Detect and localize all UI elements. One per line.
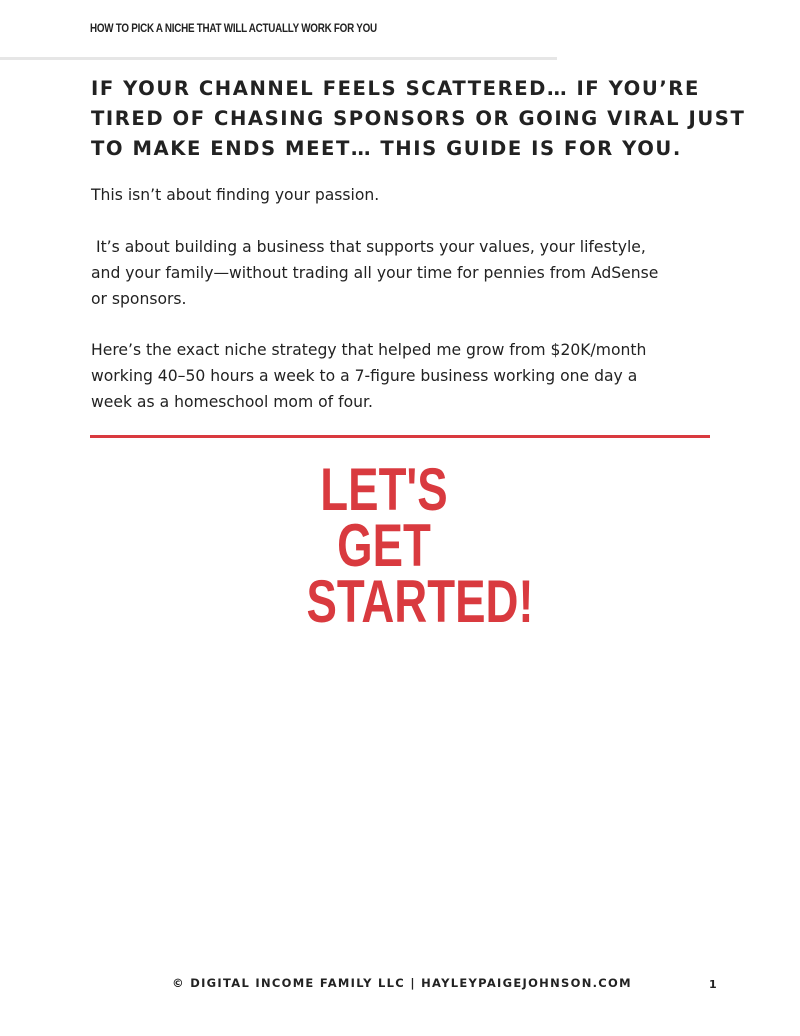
page-number: 1 bbox=[709, 978, 717, 991]
header-divider bbox=[0, 57, 557, 60]
accent-divider bbox=[90, 435, 710, 438]
body-paragraph-2: It’s about building a business that supports your values, your lifestyle, and your family—without trading all your time for pennies from AdSense or sponsors. bbox=[91, 238, 659, 308]
cta-line-2: GET bbox=[337, 512, 431, 579]
body-paragraph-1: This isn’t about finding your passion. bbox=[91, 186, 380, 204]
cta-line-1: LET'S bbox=[320, 456, 448, 523]
footer-copyright: © DIGITAL INCOME FAMILY LLC | HAYLEYPAIGEJOHNSON.COM bbox=[172, 976, 632, 990]
call-to-action-heading bbox=[306, 456, 534, 635]
cta-line-3: STARTED! bbox=[306, 568, 534, 635]
running-header-title: HOW TO PICK A NICHE THAT WILL ACTUALLY WORK FOR YOU bbox=[90, 21, 377, 35]
headline: IF YOUR CHANNEL FEELS SCATTERED… IF YOU’RE TIRED OF CHASING SPONSORS OR GOING VIRAL JUST TO MAKE ENDS MEET… THIS GUIDE IS FOR YOU. bbox=[91, 77, 746, 160]
body-paragraph-3: Here’s the exact niche strategy that helped me grow from $20K/month working 40–50 hours a week to a 7-figure business working one day a week as a homeschool mom of four. bbox=[91, 341, 647, 411]
